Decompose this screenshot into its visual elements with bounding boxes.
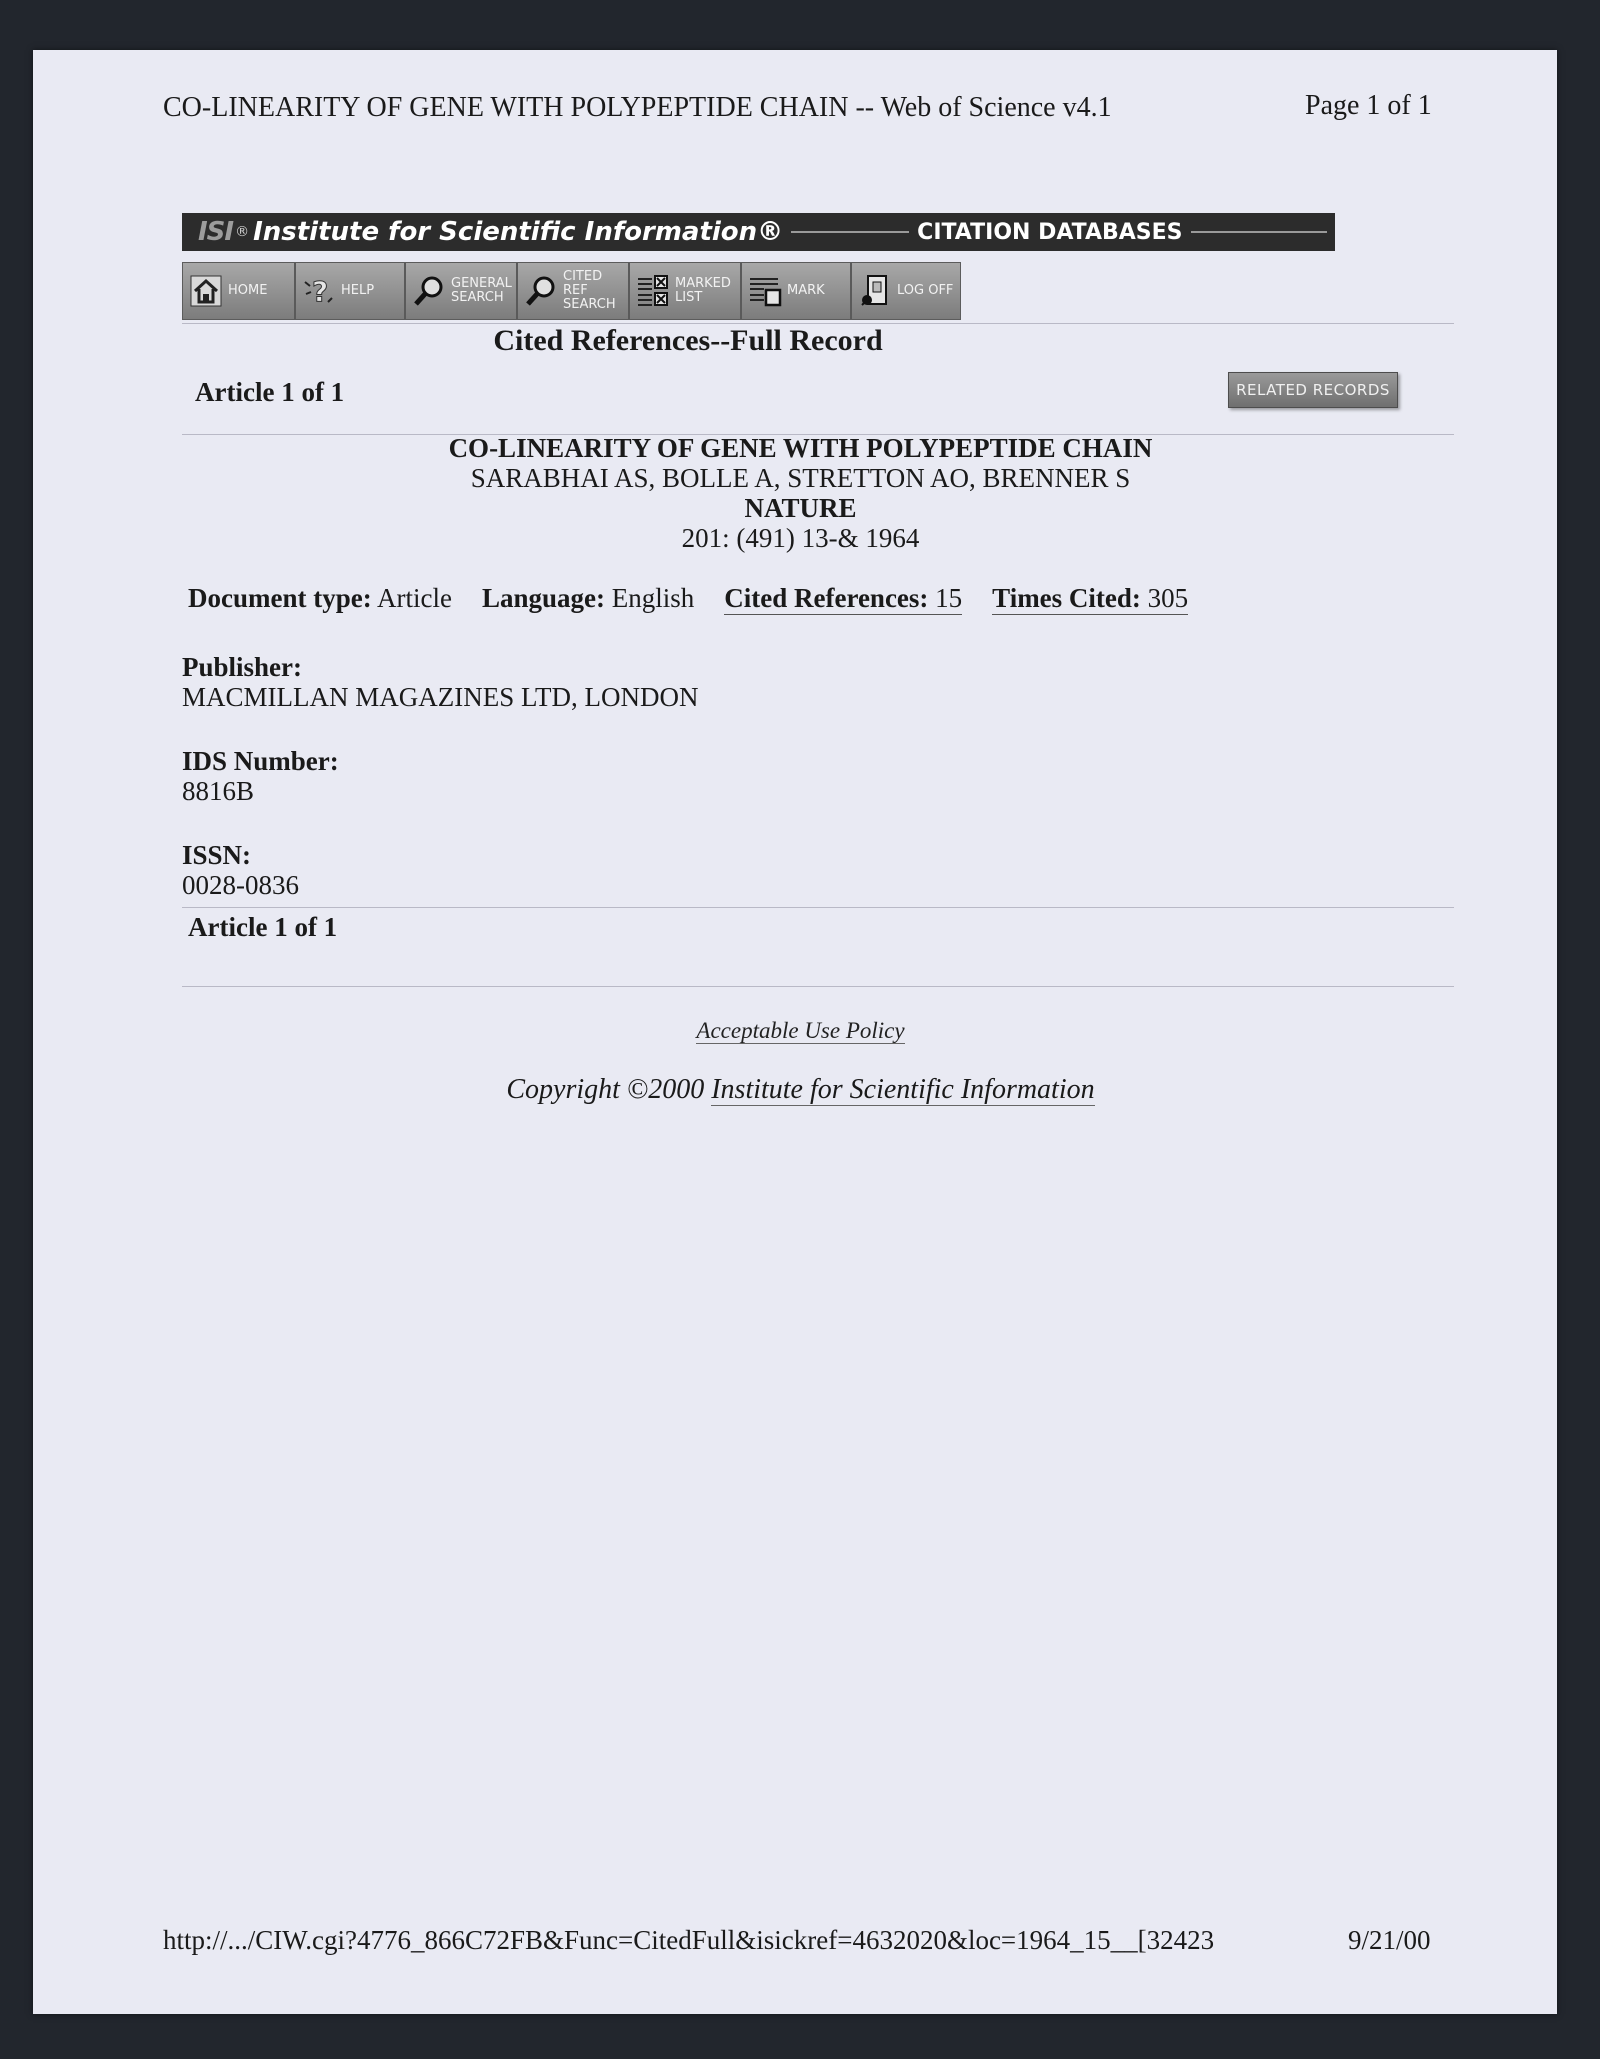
isi-link[interactable]: Institute for Scientific Information	[711, 1074, 1095, 1105]
log-off-icon	[858, 274, 892, 308]
document-type-value: Article	[376, 583, 452, 613]
registered-mark: ®	[235, 224, 250, 240]
ids-number-label: IDS Number:	[182, 746, 339, 776]
acceptable-use-policy-link[interactable]: Acceptable Use Policy	[696, 1018, 905, 1043]
help-button[interactable]	[296, 263, 406, 319]
record-summary	[33, 433, 1568, 553]
citation-databases-label: CITATION DATABASES	[917, 219, 1183, 245]
publisher-value: MACMILLAN MAGAZINES LTD, LONDON	[182, 682, 699, 712]
isi-banner	[182, 213, 1335, 251]
record-title: CO-LINEARITY OF GENE WITH POLYPEPTIDE CHAIN	[448, 433, 1153, 463]
ids-number-value: 8816B	[182, 776, 255, 806]
help-icon	[302, 274, 336, 308]
cited-references-value: 15	[935, 583, 963, 613]
home-icon	[189, 274, 223, 308]
general-search-button[interactable]	[406, 263, 518, 319]
acceptable-use-policy	[33, 1018, 1568, 1044]
home-button[interactable]	[183, 263, 296, 319]
language-value: English	[611, 583, 695, 613]
cited-ref-search-label: CITED REF SEARCH	[563, 269, 616, 312]
times-cited-link[interactable]	[992, 583, 1188, 615]
help-label: HELP	[341, 283, 375, 298]
record-citation: 201: (491) 13-& 1964	[681, 523, 920, 553]
mark-button[interactable]	[742, 263, 852, 319]
language	[482, 583, 694, 615]
record-meta	[188, 583, 1188, 615]
log-off-button[interactable]	[852, 263, 960, 319]
record-journal: NATURE	[744, 493, 857, 523]
print-footer-date: 9/21/00	[1348, 1925, 1431, 1955]
language-label: Language:	[481, 583, 605, 613]
mark-label: MARK	[787, 283, 825, 298]
related-records-button[interactable]: RELATED RECORDS	[1228, 372, 1398, 408]
printed-page	[33, 50, 1557, 2014]
svg-text:?: ?	[312, 275, 329, 308]
search-icon	[412, 274, 446, 308]
issn-value: 0028-0836	[182, 870, 299, 900]
mark-icon	[748, 274, 782, 308]
cited-references-label: Cited References:	[724, 583, 929, 613]
section-title: Cited References--Full Record	[493, 324, 883, 357]
banner-divider	[791, 231, 909, 233]
copyright	[33, 1074, 1568, 1106]
isi-logo: ISI	[198, 217, 234, 247]
document-type	[188, 583, 452, 615]
divider	[182, 907, 1454, 908]
marked-list-button[interactable]	[630, 263, 742, 319]
cited-ref-search-button[interactable]	[518, 263, 630, 319]
divider	[182, 986, 1454, 987]
marked-list-label: MARKED LIST	[675, 276, 731, 305]
document-type-label: Document type:	[188, 583, 372, 613]
copyright-text: Copyright ©2000	[506, 1074, 712, 1105]
print-page-number: Page 1 of 1	[1305, 90, 1432, 121]
record-authors: SARABHAI AS, BOLLE A, STRETTON AO, BRENNER S	[470, 463, 1131, 493]
institute-name: Institute for Scientific Information®	[253, 217, 784, 247]
print-footer-url: http://.../CIW.cgi?4776_866C72FB&Func=CitedFull&isickref=4632020&loc=1964_15__[32423	[163, 1925, 1215, 1955]
cited-references-link[interactable]	[724, 583, 962, 615]
general-search-label: GENERAL SEARCH	[451, 276, 512, 305]
issn-field	[182, 840, 299, 900]
log-off-label: LOG OFF	[897, 283, 954, 298]
ids-number-field	[182, 746, 339, 806]
nav-toolbar	[182, 262, 961, 320]
banner-divider	[1191, 231, 1327, 233]
search-icon	[524, 274, 558, 308]
article-counter-bottom: Article 1 of 1	[188, 912, 338, 942]
times-cited-label: Times Cited:	[992, 583, 1141, 613]
home-label: HOME	[228, 283, 268, 298]
marked-list-icon	[636, 274, 670, 308]
issn-label: ISSN:	[182, 840, 252, 870]
publisher-field	[182, 652, 698, 712]
times-cited-value: 305	[1147, 583, 1189, 613]
publisher-label: Publisher:	[182, 652, 303, 682]
print-header-title: CO-LINEARITY OF GENE WITH POLYPEPTIDE CHAIN -- Web of Science v4.1	[163, 92, 1112, 123]
article-counter-top: Article 1 of 1	[195, 377, 345, 407]
